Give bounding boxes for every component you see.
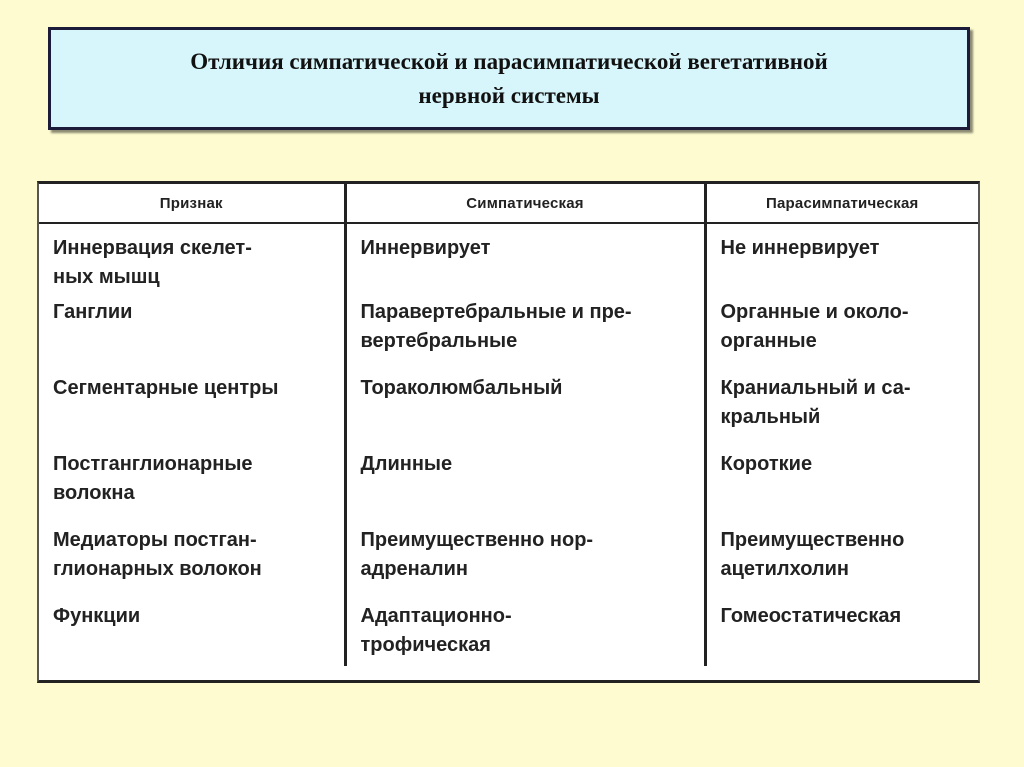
cell-parasympathetic: Органные и около- органные xyxy=(705,298,978,374)
cell-feature: Медиаторы постган- глионарных волокон xyxy=(53,529,262,580)
cell-feature: Сегментарные центры xyxy=(53,377,279,399)
page-title: Отличия симпатической и парасимпатической вегетативной нервной системы xyxy=(190,48,828,108)
table-header-row xyxy=(39,184,978,223)
table-row xyxy=(39,450,978,526)
cell-feature: Ганглии xyxy=(53,301,133,323)
cell-sympathetic: Тораколюмбальный xyxy=(345,374,705,450)
table-row xyxy=(39,374,978,450)
comparison-table xyxy=(39,184,978,666)
cell-sympathetic: Длинные xyxy=(345,450,705,526)
cell-parasympathetic: Не иннервирует xyxy=(705,223,978,298)
table-row xyxy=(39,526,978,602)
cell-parasympathetic: Короткие xyxy=(705,450,978,526)
table-row xyxy=(39,602,978,666)
cell-sympathetic: Преимущественно нор- адреналин xyxy=(345,526,705,602)
table-row xyxy=(39,298,978,374)
table-row xyxy=(39,223,978,298)
header-feature: Признак xyxy=(39,184,345,223)
comparison-table-card xyxy=(37,181,980,683)
cell-feature: Функции xyxy=(53,605,141,627)
header-sympathetic: Симпатическая xyxy=(345,184,705,223)
cell-parasympathetic: Гомеостатическая xyxy=(705,602,978,666)
cell-parasympathetic: Преимущественно ацетилхолин xyxy=(705,526,978,602)
cell-feature: Постганглионарные волокна xyxy=(53,453,253,504)
title-box xyxy=(48,27,970,130)
cell-parasympathetic: Краниальный и са- кральный xyxy=(705,374,978,450)
cell-feature: Иннервация скелет- ных мышц xyxy=(53,237,252,288)
header-parasympathetic: Парасимпатическая xyxy=(705,184,978,223)
cell-sympathetic: Иннервирует xyxy=(345,223,705,298)
cell-sympathetic: Паравертебральные и пре- вертебральные xyxy=(345,298,705,374)
cell-sympathetic: Адаптационно- трофическая xyxy=(345,602,705,666)
